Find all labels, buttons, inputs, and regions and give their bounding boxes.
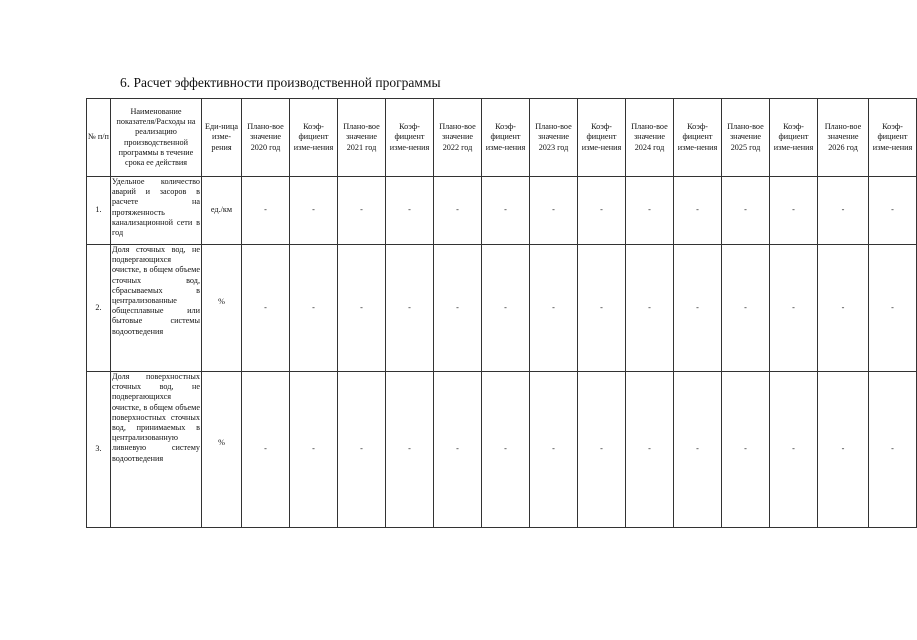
header-plan-2026: Плано-вое значение 2026 год: [818, 99, 869, 177]
header-plan-2021: Плано-вое значение 2021 год: [338, 99, 386, 177]
plan-value-cell: -: [434, 245, 482, 372]
coef-value-cell: -: [482, 372, 530, 528]
coef-value-cell: -: [386, 372, 434, 528]
plan-value-cell: -: [722, 177, 770, 245]
plan-value-cell: -: [242, 372, 290, 528]
coef-value-cell: -: [578, 177, 626, 245]
coef-value-cell: -: [578, 372, 626, 528]
plan-value-cell: -: [242, 177, 290, 245]
plan-value-cell: -: [338, 372, 386, 528]
plan-value-cell: -: [338, 245, 386, 372]
coef-value-cell: -: [482, 245, 530, 372]
plan-value-cell: -: [242, 245, 290, 372]
coef-value-cell: -: [290, 372, 338, 528]
row-number: 3.: [87, 372, 111, 528]
coef-value-cell: -: [674, 372, 722, 528]
coef-value-cell: -: [869, 177, 917, 245]
coef-value-cell: -: [770, 177, 818, 245]
header-plan-2024: Плано-вое значение 2024 год: [626, 99, 674, 177]
coef-value-cell: -: [386, 245, 434, 372]
indicator-name: Доля поверхностных сточных вод, не подвергающихся очистке, в общем объеме поверхностных сточных вод, принимаемых в централизованную ливневую систему водоотведения: [111, 372, 202, 528]
row-number: 1.: [87, 177, 111, 245]
plan-value-cell: -: [722, 372, 770, 528]
plan-value-cell: -: [530, 245, 578, 372]
coef-value-cell: -: [869, 245, 917, 372]
plan-value-cell: -: [722, 245, 770, 372]
coef-value-cell: -: [770, 372, 818, 528]
table-row: [87, 245, 917, 372]
plan-value-cell: -: [818, 372, 869, 528]
coef-value-cell: -: [674, 245, 722, 372]
table-header-row: [87, 99, 917, 177]
table-row: [87, 177, 917, 245]
header-coef-2021: Коэф-фициент изме-нения: [386, 99, 434, 177]
unit-value: %: [218, 296, 225, 306]
header-plan-2022: Плано-вое значение 2022 год: [434, 99, 482, 177]
plan-value-cell: -: [818, 177, 869, 245]
header-unit: Еди-ница изме-рения: [202, 99, 242, 177]
header-coef-2022: Коэф-фициент изме-нения: [482, 99, 530, 177]
header-coef-2023: Коэф-фициент изме-нения: [578, 99, 626, 177]
header-num: № п/п: [87, 99, 111, 177]
coef-value-cell: -: [482, 177, 530, 245]
coef-value-cell: -: [290, 177, 338, 245]
header-plan-2023: Плано-вое значение 2023 год: [530, 99, 578, 177]
plan-value-cell: -: [626, 245, 674, 372]
indicator-name: Доля сточных вод, не подвергающихся очистке, в общем объеме сточных вод, сбрасываемых в централизованные общесплавные или бытовые системы водоотведения: [111, 245, 202, 372]
header-coef-2026: Коэф-фициент изме-нения: [869, 99, 917, 177]
coef-value-cell: -: [578, 245, 626, 372]
table-row: [87, 372, 917, 528]
header-indicator: Наименование показателя/Расходы на реализацию производственной программы в течение срока ее действия: [111, 99, 202, 177]
unit-cell: [202, 177, 242, 245]
plan-value-cell: -: [434, 372, 482, 528]
unit-value: ед./км: [210, 205, 233, 215]
unit-cell: [202, 372, 242, 528]
production-program-table: [86, 98, 917, 528]
plan-value-cell: -: [818, 245, 869, 372]
row-number: 2.: [87, 245, 111, 372]
indicator-name: Удельное количество аварий и засоров в расчете на протяженность канализационной сети в год: [111, 177, 202, 245]
section-title: 6. Расчет эффективности производственной программы: [120, 75, 441, 90]
plan-value-cell: -: [434, 177, 482, 245]
coef-value-cell: -: [869, 372, 917, 528]
coef-value-cell: -: [674, 177, 722, 245]
plan-value-cell: -: [626, 177, 674, 245]
unit-cell: [202, 245, 242, 372]
unit-value: %: [218, 438, 225, 448]
plan-value-cell: -: [626, 372, 674, 528]
plan-value-cell: -: [530, 177, 578, 245]
coef-value-cell: -: [386, 177, 434, 245]
header-coef-2024: Коэф-фициент изме-нения: [674, 99, 722, 177]
header-coef-2020: Коэф-фициент изме-нения: [290, 99, 338, 177]
header-plan-2025: Плано-вое значение 2025 год: [722, 99, 770, 177]
plan-value-cell: -: [338, 177, 386, 245]
plan-value-cell: -: [530, 372, 578, 528]
header-coef-2025: Коэф-фициент изме-нения: [770, 99, 818, 177]
coef-value-cell: -: [290, 245, 338, 372]
coef-value-cell: -: [770, 245, 818, 372]
header-plan-2020: Плано-вое значение 2020 год: [242, 99, 290, 177]
